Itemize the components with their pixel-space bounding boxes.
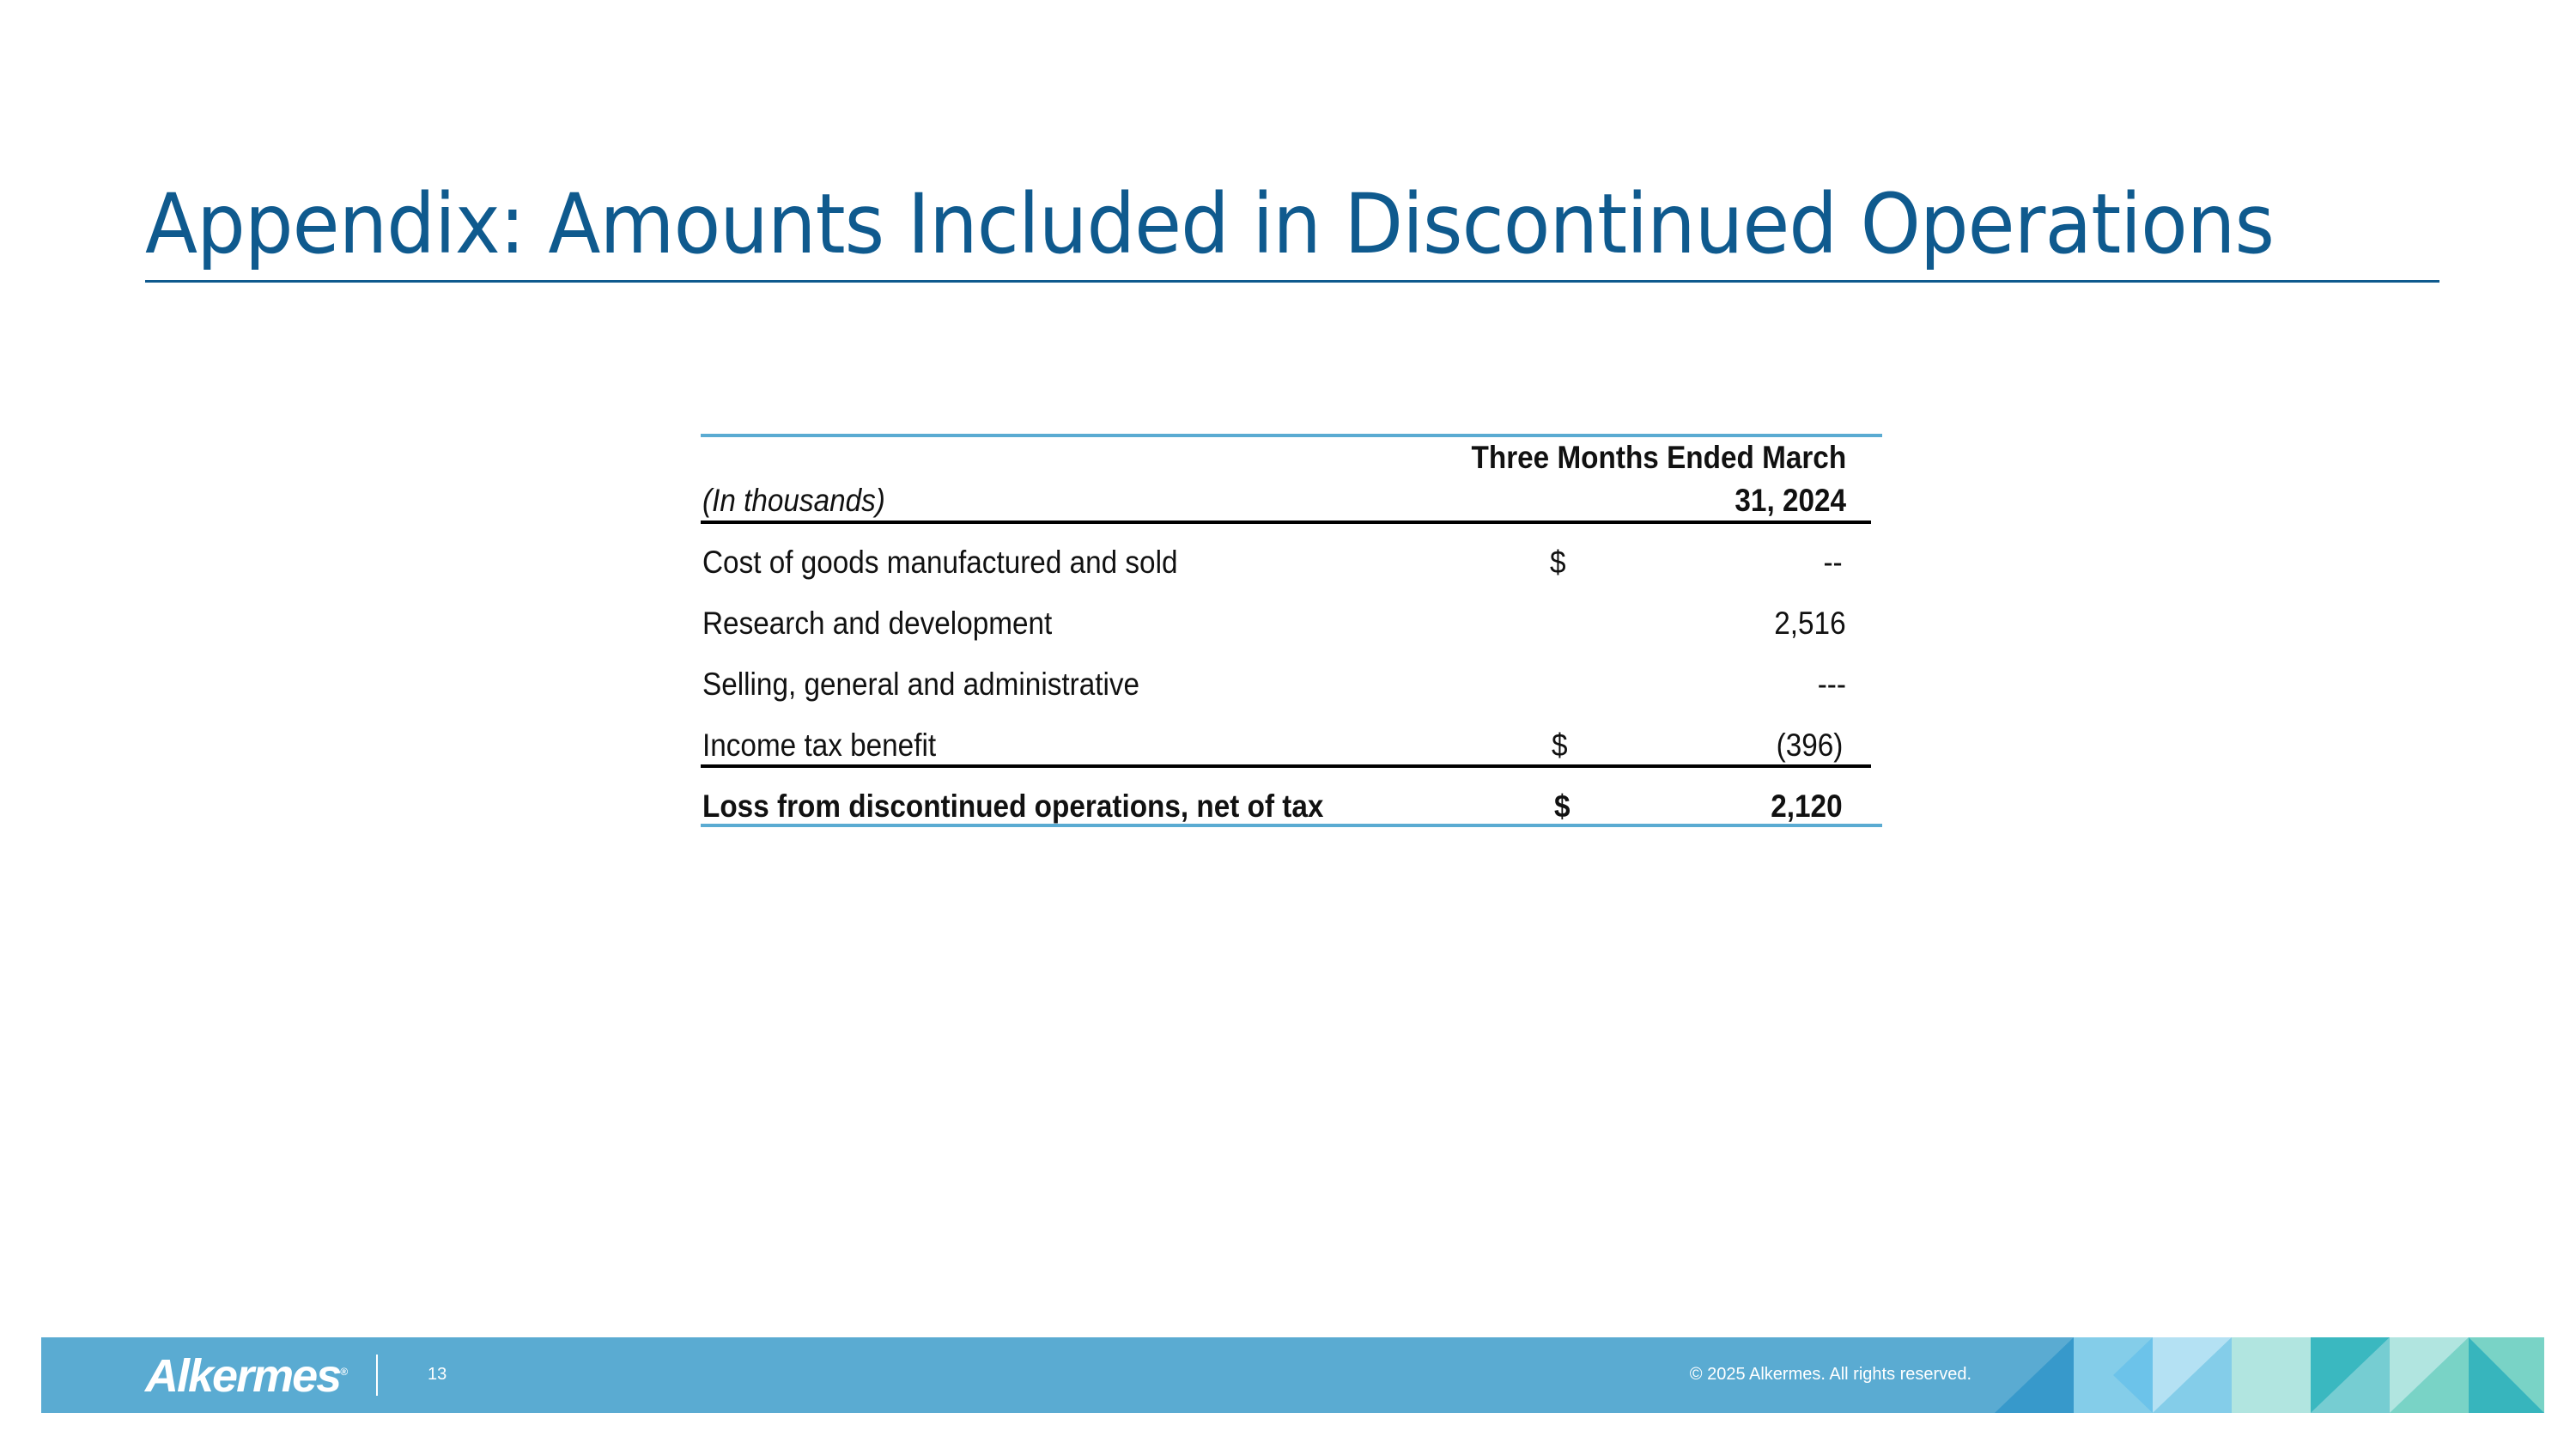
row-value: 2,516: [1774, 606, 1846, 641]
decorative-triangles: [1995, 1337, 2544, 1413]
page-number: 13: [428, 1365, 447, 1384]
row-label: Selling, general and administrative: [702, 667, 1140, 702]
table-top-rule: [701, 434, 1882, 437]
copyright-text: © 2025 Alkermes. All rights reserved.: [1689, 1365, 1971, 1384]
row-label: Research and development: [702, 606, 1053, 641]
total-currency: $: [1554, 788, 1571, 824]
title-underline: [145, 280, 2439, 283]
footer-bar: [41, 1337, 2544, 1413]
row-value: ---: [1817, 667, 1846, 702]
column-header-line2: 31, 2024: [1735, 483, 1846, 518]
row-label: Income tax benefit: [702, 728, 937, 763]
footer-divider: [376, 1355, 378, 1396]
total-value: 2,120: [1771, 788, 1843, 824]
row-value: (396): [1776, 728, 1843, 763]
header-rule: [701, 521, 1871, 524]
row-currency: $: [1552, 728, 1568, 763]
page-title: Appendix: Amounts Included in Discontinued Operations: [145, 176, 2275, 272]
row-currency: $: [1550, 545, 1566, 580]
column-header-line1: Three Months Ended March: [1471, 440, 1846, 475]
row-label: Cost of goods manufactured and sold: [702, 545, 1178, 580]
alkermes-logo: Alkermes®: [145, 1350, 347, 1402]
row-value: --: [1823, 545, 1843, 580]
subtotal-rule: [701, 764, 1871, 768]
total-label: Loss from discontinued operations, net of tax: [702, 788, 1324, 824]
table-bottom-rule: [701, 824, 1882, 827]
unit-label: (In thousands): [702, 483, 885, 518]
